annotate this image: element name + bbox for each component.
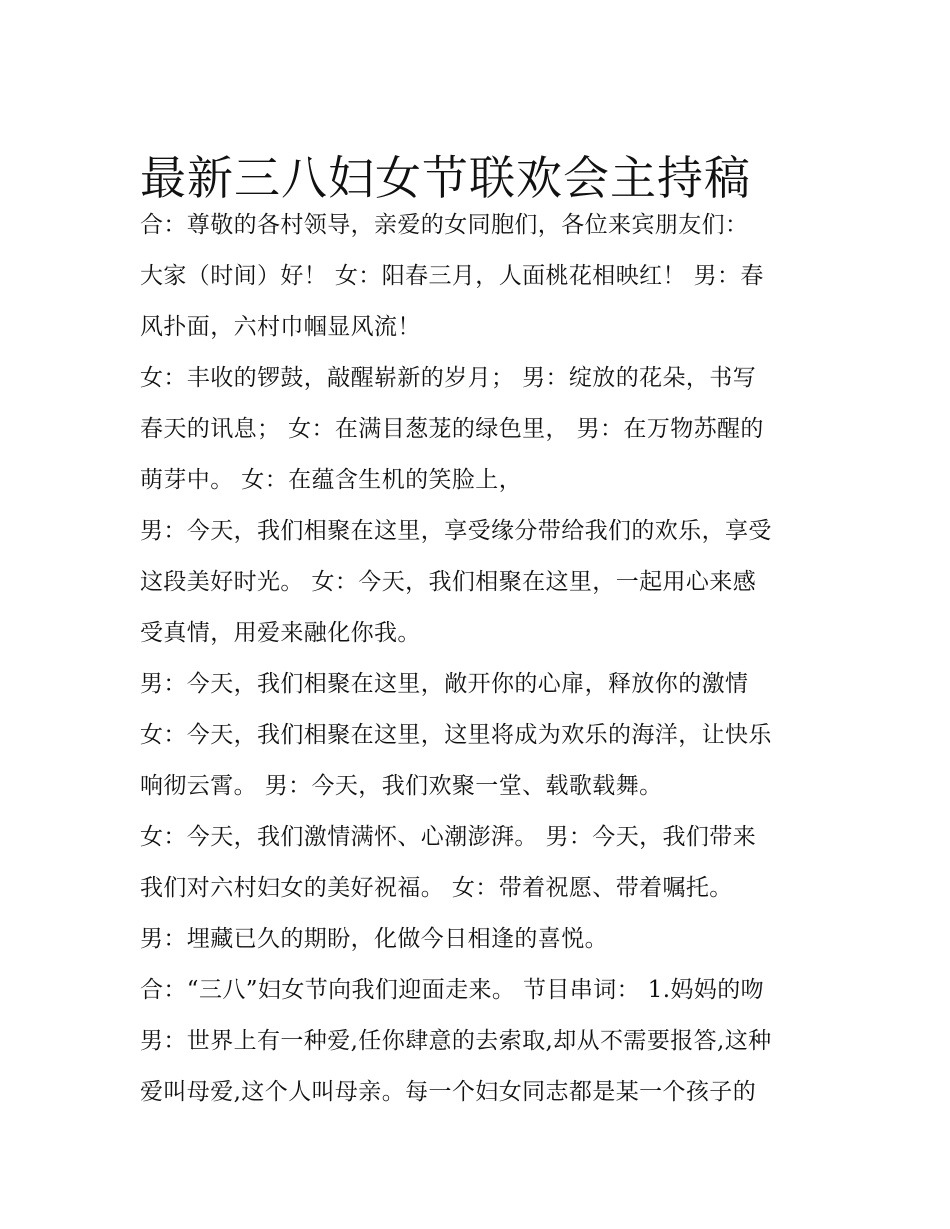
text-line: 大家（时间）好！ 女：阳春三月，人面桃花相映红！ 男：春 xyxy=(140,263,764,289)
text-line: 合：尊敬的各村领导，亲爱的女同胞们，各位来宾朋友们： xyxy=(140,212,749,238)
text-line: 男：世界上有一种爱,任你肆意的去索取,却从不需要报答,这种 xyxy=(140,1028,772,1054)
text-line: 男：埋藏已久的期盼，化做今日相逢的喜悦。 xyxy=(140,926,608,952)
text-line: 女：丰收的锣鼓，敲醒崭新的岁月； 男：绽放的花朵，书写 xyxy=(140,365,757,391)
text-line: 受真情，用爱来融化你我。 xyxy=(140,620,421,646)
text-line: 男：今天，我们相聚在这里，享受缘分带给我们的欢乐，享受 xyxy=(140,518,772,544)
text-line: 女：今天，我们激情满怀、心潮澎湃。 男：今天，我们带来 xyxy=(140,824,757,850)
text-line: 女：今天，我们相聚在这里，这里将成为欢乐的海洋，让快乐 xyxy=(140,722,772,748)
text-line: 春天的讯息； 女：在满目葱茏的绿色里， 男：在万物苏醒的 xyxy=(140,416,764,442)
text-line: 这段美好时光。 女：今天，我们相聚在这里，一起用心来感 xyxy=(140,569,757,595)
text-line: 响彻云霄。 男：今天，我们欢聚一堂、载歌载舞。 xyxy=(140,773,663,799)
text-line: 风扑面，六村巾帼显风流！ xyxy=(140,314,421,340)
text-line: 我们对六村妇女的美好祝福。 女：带着祝愿、带着嘱托。 xyxy=(140,875,733,901)
document-title: 最新三八妇女节联欢会主持稿 xyxy=(140,150,751,205)
text-line: 爱叫母爱,这个人叫母亲。每一个妇女同志都是某一个孩子的 xyxy=(140,1079,757,1105)
text-line: 男：今天，我们相聚在这里，敞开你的心扉，释放你的激情 xyxy=(140,671,749,697)
text-line: 合：“三八”妇女节向我们迎面走来。 节目串词： 1.妈妈的吻 xyxy=(140,977,765,1003)
document-body xyxy=(140,200,830,1118)
text-line: 萌芽中。 女：在蕴含生机的笑脸上， xyxy=(140,467,523,493)
